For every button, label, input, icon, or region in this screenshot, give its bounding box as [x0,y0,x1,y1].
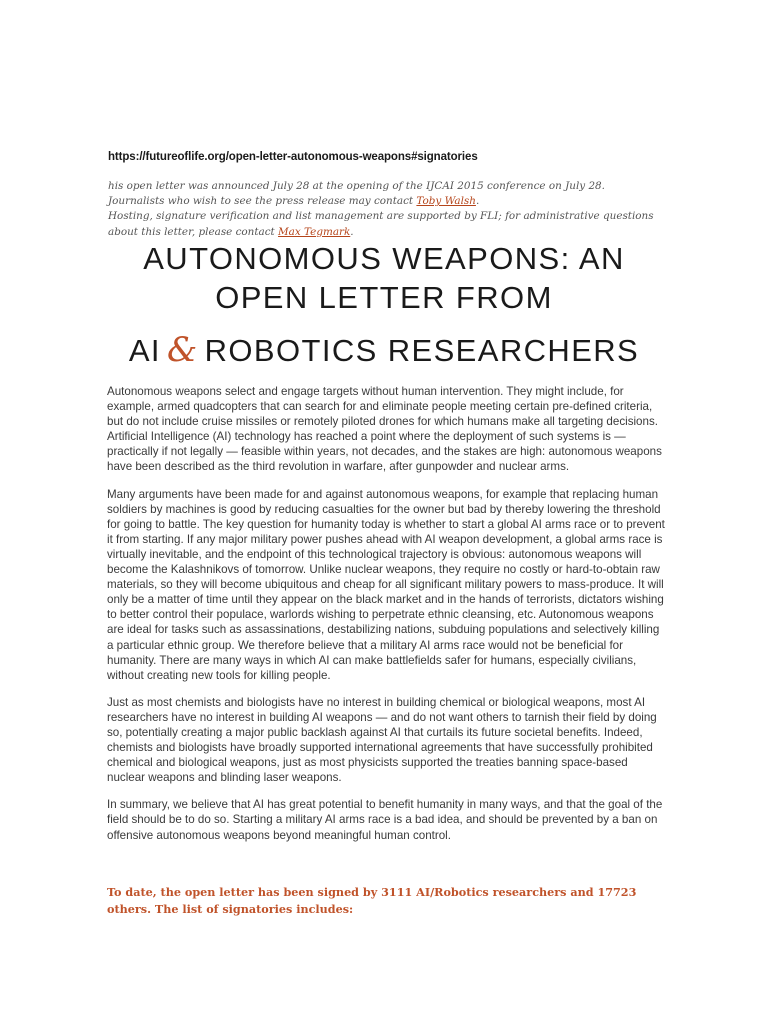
letter-body [107,384,667,855]
paragraph-summary: In summary, we believe that AI has great potential to benefit humanity in many ways, and that the goal of the field should be to do so. Starting a military AI arms race is a bad idea, and should be prevented by a ban on offensive autonomous weapons beyond meaningful human control. [107,798,663,842]
headline-line-1: AUTONOMOUS WEAPONS: AN [143,241,625,276]
paragraph-definition: Autonomous weapons select and engage targets without human intervention. They might include, for example, armed quadcopters that can search for and eliminate people meeting certain pre-defined criteria, but do not include cruise missiles or remotely piloted drones for which humans make all targeting decisions. Artificial Intelligence (AI) technology has reached a point where the deployment of such systems is — practically if not legally — feasible within years, not decades, and the stakes are high: autonomous weapons have been described as the third revolution in warfare, after gunpowder and nuclear arms. [107,385,662,474]
paragraph-researchers: Just as most chemists and biologists have no interest in building chemical or biological weapons, most AI researchers have no interest in building AI weapons — and do not want others to tarnish their field by doing so, potentially creating a major public backlash against AI that curtails its future societal benefits. Indeed, chemists and biologists have broadly supported international agreements that have successfully prohibited chemical and biological weapons, just as most physicists supported the treaties banning space-based nuclear weapons and blinding laser weapons. [107,695,657,785]
max-tegmark-link[interactable]: Max Tegmark [278,225,351,238]
headline-line-2: OPEN LETTER FROM [215,280,553,315]
intro-journalists-text: Journalists who wish to see the press release may contact [108,195,417,208]
intro-journalists-suffix: . [475,195,480,208]
headline-ai: AI [128,333,161,368]
intro-line-journalists [108,194,668,209]
intro-note [108,179,668,240]
intro-line-hosting [108,209,668,239]
intro-hosting-text: Hosting, signature verification and list management are supported by FLI; for administrative questions about this letter, please contact [108,210,654,238]
paragraph-arms-race: Many arguments have been made for and against autonomous weapons, for example that replacing human soldiers by machines is good by reducing casualties for the owner but bad by thereby lowering the threshold for going to battle. The key question for humanity today is whether to start a global AI arms race or to prevent it from starting. If any major military power pushes ahead with AI weapon development, a global arms race is virtually inevitable, and the endpoint of this technological trajectory is obvious: autonomous weapons will become the Kalashnikovs of tomorrow. Unlike nuclear weapons, they require no costly or hard-to-obtain raw materials, so they will become ubiquitous and cheap for all significant military powers to mass-produce. It will only be a matter of time until they appear on the black market and in the hands of terrorists, dictators wishing to better control their populace, warlords wishing to perpetrate ethnic cleansing, etc. Autonomous weapons are ideal for tasks such as assassinations, destabilizing nations, subduing populations and selectively killing a particular ethnic group. We therefore believe that a military AI arms race would not be beneficial for humanity. There are many ways in which AI can make battlefields safer for humans, especially civilians, without creating new tools for killing people. [107,487,665,682]
headline-robotics-researchers: ROBOTICS RESEARCHERS [204,333,640,368]
source-url: https://futureoflife.org/open-letter-autonomous-weapons#signatories [108,151,478,163]
signatories-note: To date, the open letter has been signed by 3111 AI/Robotics researchers and 17723 others. The list of signatories includes: [107,885,637,916]
toby-walsh-link[interactable]: Toby Walsh [416,195,476,208]
intro-line-announcement: his open letter was announced July 28 at the opening of the IJCAI 2015 conference on July 28. [108,180,605,192]
ampersand-glyph: & [166,330,199,370]
intro-hosting-suffix: . [350,225,354,238]
headline-line-3 [0,328,768,373]
